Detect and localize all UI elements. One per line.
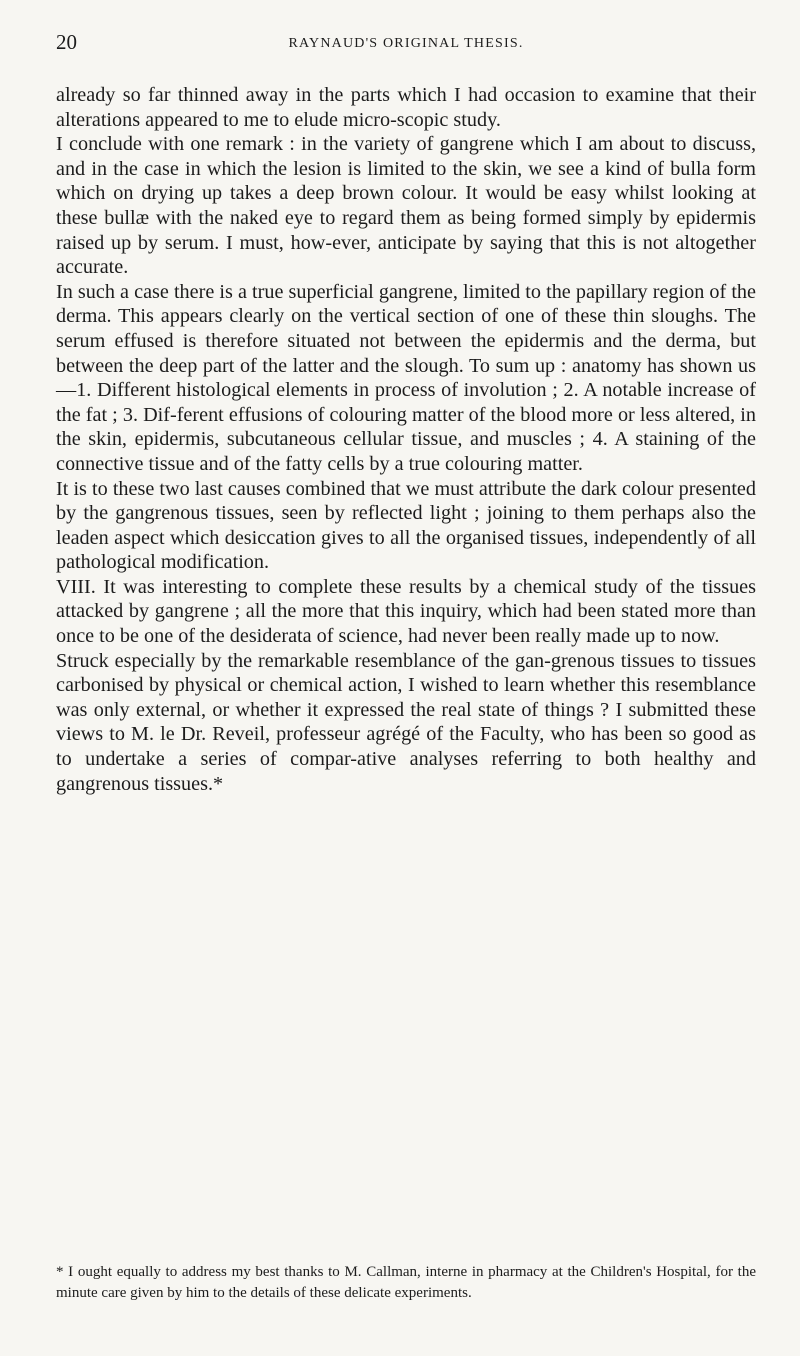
page-number: 20 xyxy=(56,30,77,54)
paragraph-6: Struck especially by the remarkable resemblance of the gan-grenous tissues to tissues carbonised by physical or chemical action, I wished to learn whether this resemblance was only external, or whether it expressed the real state of things ? I submitted these views to M. le Dr. Reveil, professeur agrégé of the Faculty, who has been so good as to undertake a series of compar-ative analyses referring to both healthy and gangrenous tissues.* xyxy=(56,649,756,795)
page-header xyxy=(56,30,756,60)
running-head: RAYNAUD'S ORIGINAL THESIS. xyxy=(288,36,524,51)
paragraph-3: In such a case there is a true superficial gangrene, limited to the papillary region of the derma. This appears clearly on the vertical section of one of these thin sloughs. The serum effused is therefore situated not between the epidermis and the derma, but between the deep part of the latter and the slough. To sum up : anatomy has shown us—1. Different histological elements in process of involution ; 2. A notable increase of the fat ; 3. Dif-ferent effusions of colouring matter of the blood more or less altered, in the skin, epidermis, subcutaneous cellular tissue, and muscles ; 4. A staining of the connective tissue and of the fatty cells by a true colouring matter. xyxy=(56,280,756,475)
paragraph-5: VIII. It was interesting to complete these results by a chemical study of the tissues attacked by gangrene ; all the more that this inquiry, which had been stated more than once to be one of the desiderata of science, had never been really made up to now. xyxy=(56,575,756,648)
paragraph-2: I conclude with one remark : in the variety of gangrene which I am about to discuss, and in the case in which the lesion is limited to the skin, we see a kind of bulla form which on drying up takes a deep brown colour. It would be easy whilst looking at these bullæ with the naked eye to regard them as being formed simply by epidermis raised up by serum. I must, how-ever, anticipate by saying that this is not altogether accurate. xyxy=(56,133,756,279)
body-text xyxy=(56,83,756,796)
paragraph-4: It is to these two last causes combined that we must attribute the dark colour presented by the gangrenous tissues, seen by reflected light ; joining to them perhaps also the leaden aspect which desiccation gives to all the organised tissues, independently of all pathological modification. xyxy=(56,477,756,574)
footnote: * I ought equally to address my best thanks to M. Callman, interne in pharmacy at the Children's Hospital, for the minute care given by him to the details of these delicate experiments. xyxy=(56,1264,756,1301)
paragraph-1: already so far thinned away in the parts which I had occasion to examine that their alterations appeared to me to elude micro-scopic study. xyxy=(56,84,756,131)
